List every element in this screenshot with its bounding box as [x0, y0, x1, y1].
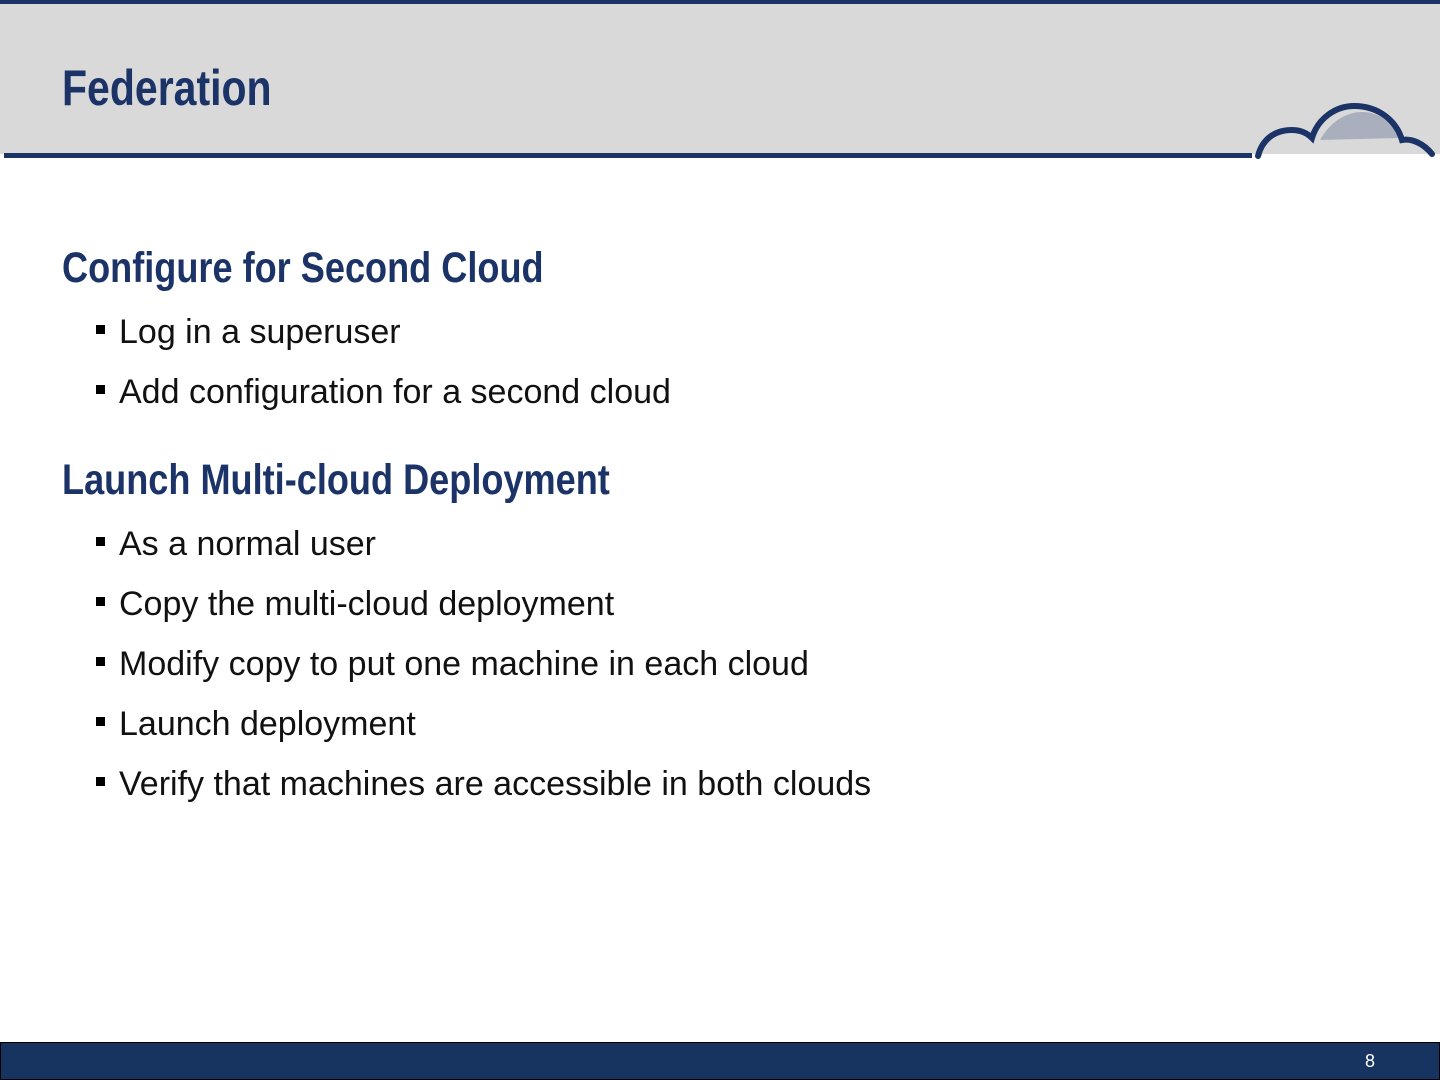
page-number: 8: [1364, 1051, 1375, 1071]
section-heading-configure: Configure for Second Cloud: [62, 244, 544, 292]
section-heading-launch: Launch Multi-cloud Deployment: [62, 456, 610, 504]
bullet-text: As a normal user: [119, 525, 376, 563]
list-item: [62, 754, 1362, 814]
square-bullet-icon: [96, 385, 105, 394]
bullet-text: Verify that machines are accessible in both clouds: [119, 765, 872, 803]
cloud-icon: [1250, 100, 1440, 162]
footer-bar: [0, 1042, 1440, 1080]
bullet-list-launch: [62, 514, 1362, 814]
bullet-list-configure: [62, 302, 1362, 422]
slide-content: [62, 238, 1362, 814]
bullet-text: Modify copy to put one machine in each cloud: [119, 645, 809, 683]
square-bullet-icon: [96, 325, 105, 334]
list-item: [62, 514, 1362, 574]
square-bullet-icon: [96, 537, 105, 546]
bullet-text: Add configuration for a second cloud: [119, 373, 671, 411]
slide-title: Federation: [62, 60, 272, 116]
bullet-text: Log in a superuser: [119, 313, 401, 351]
list-item: [62, 362, 1362, 422]
bullet-text: Copy the multi-cloud deployment: [119, 585, 615, 623]
square-bullet-icon: [96, 657, 105, 666]
list-item: [62, 634, 1362, 694]
square-bullet-icon: [96, 777, 105, 786]
header-underline: [4, 153, 1252, 158]
list-item: [62, 574, 1362, 634]
bullet-text: Launch deployment: [119, 705, 416, 743]
square-bullet-icon: [96, 717, 105, 726]
list-item: [62, 302, 1362, 362]
list-item: [62, 694, 1362, 754]
square-bullet-icon: [96, 597, 105, 606]
